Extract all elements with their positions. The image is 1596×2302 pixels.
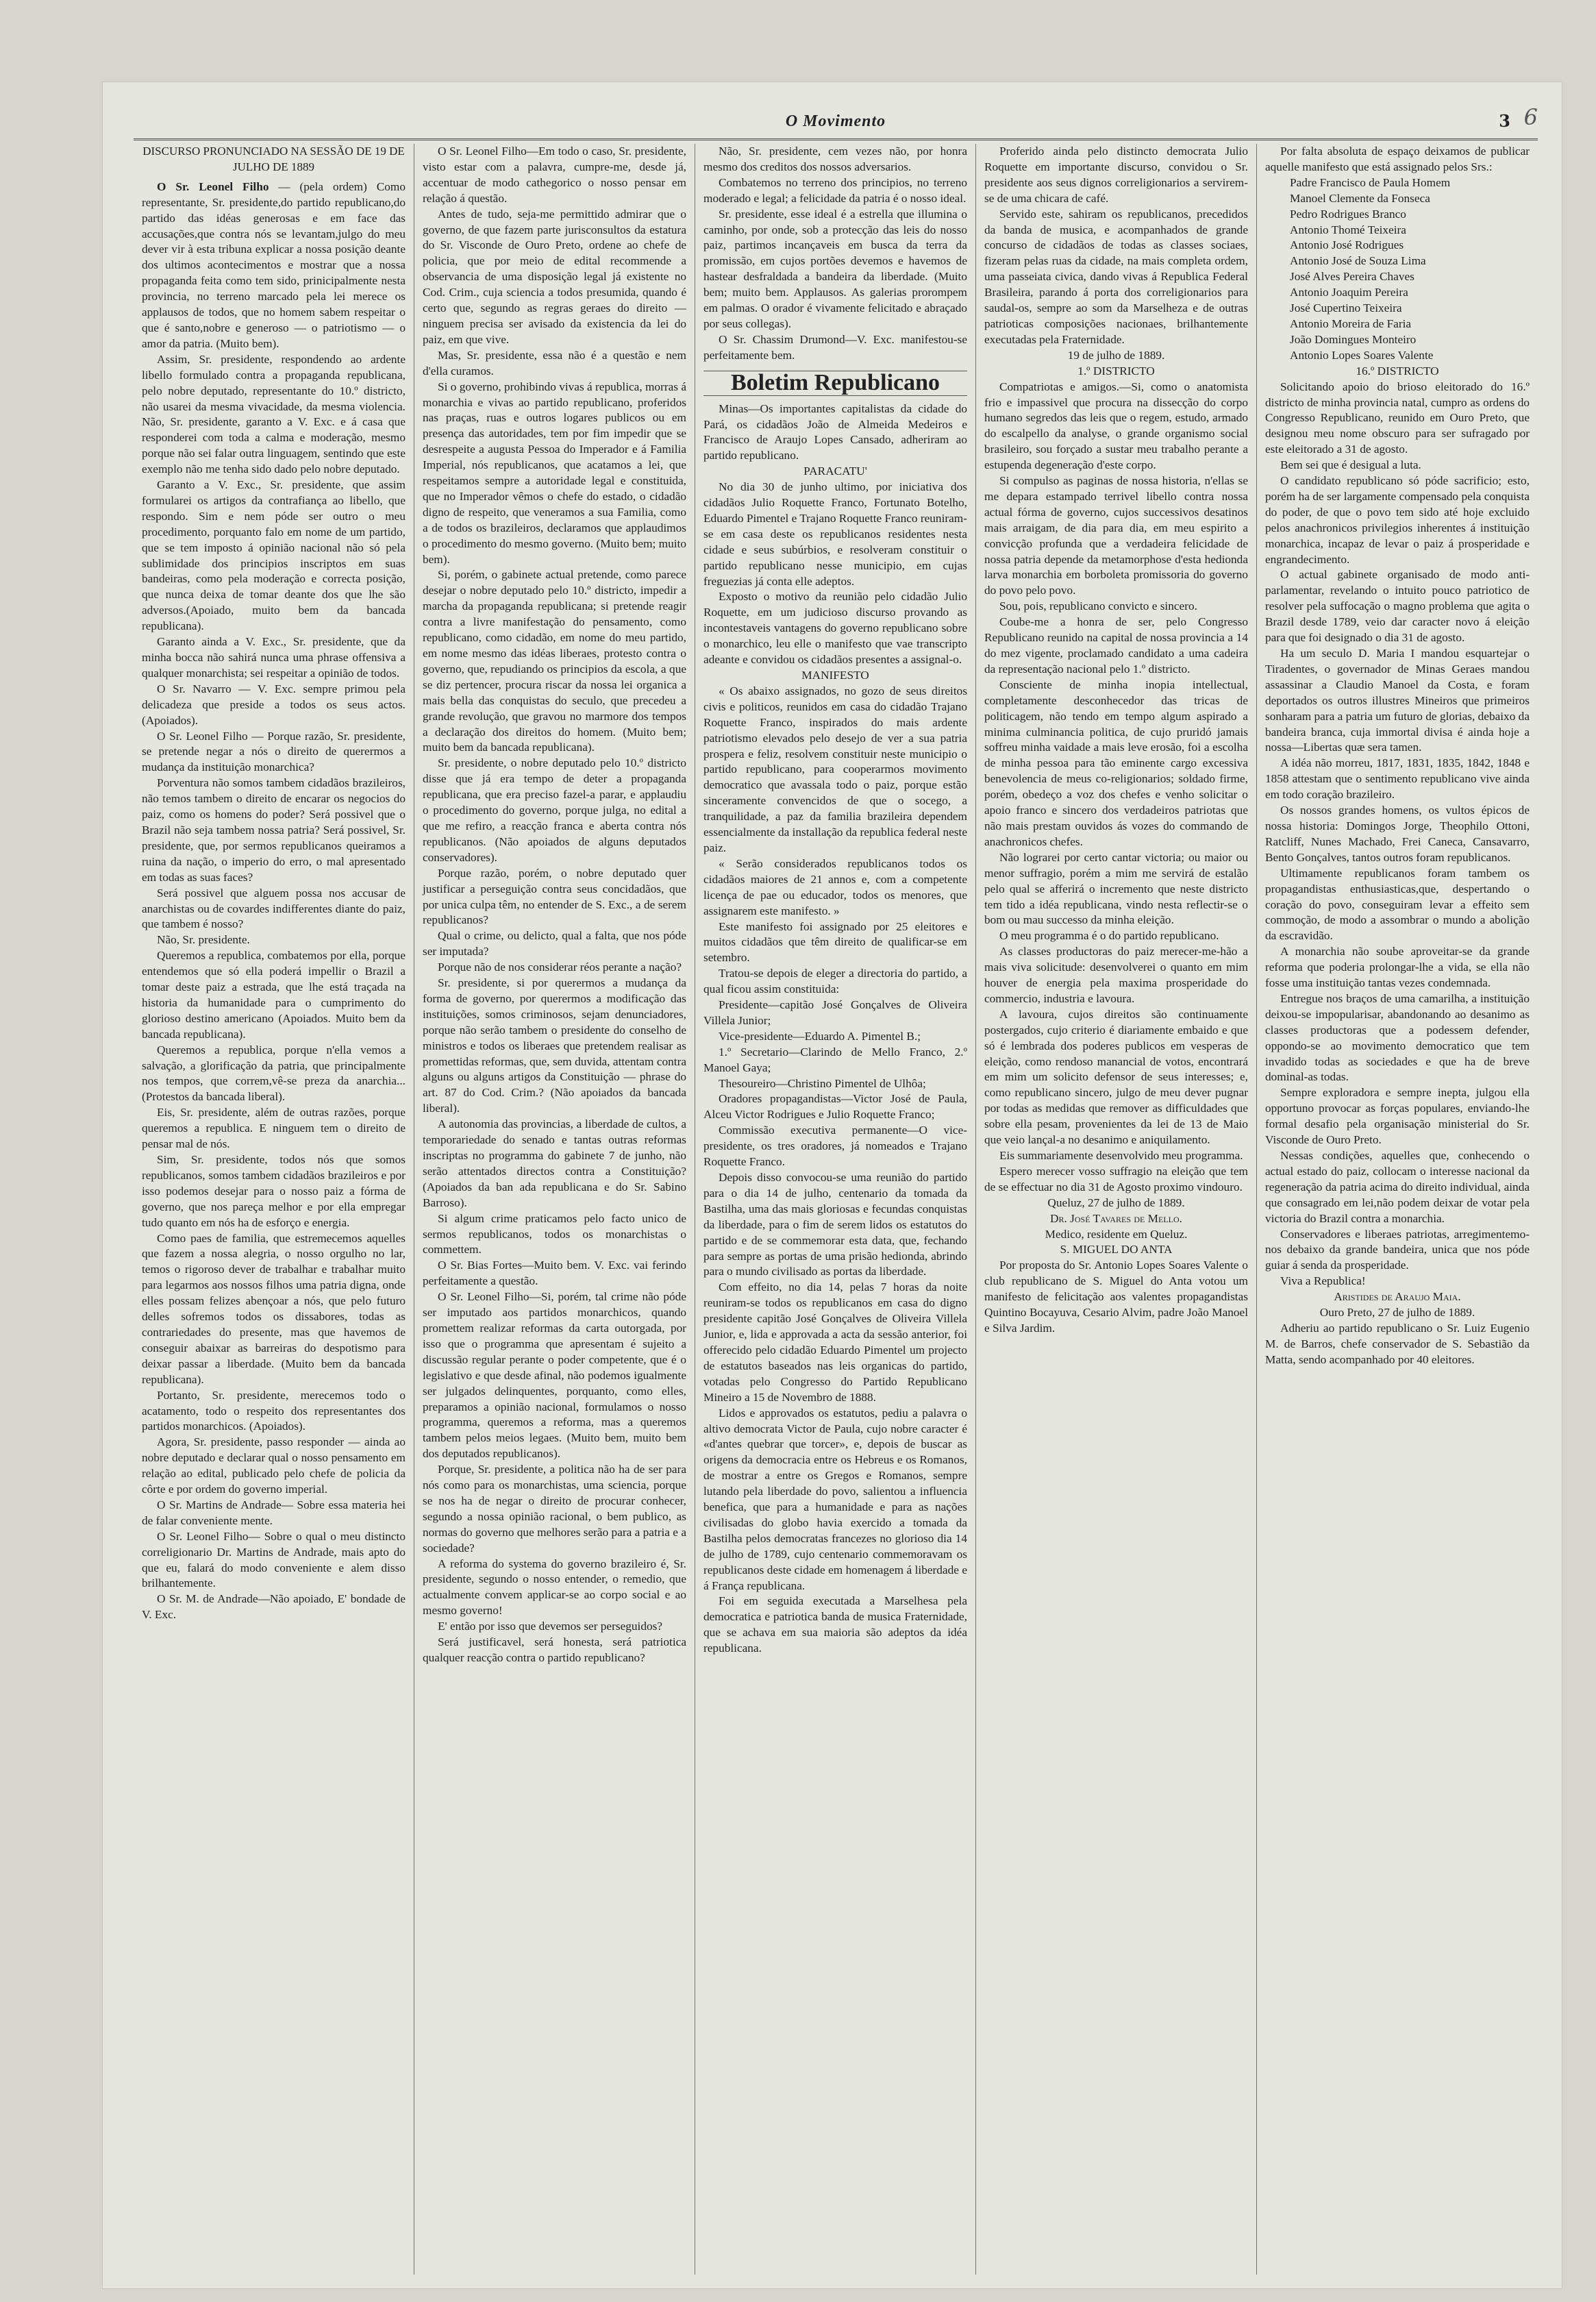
paragraph: A idéa não morreu, 1817, 1831, 1835, 1842, 1848 e 1858 attestam que o sentimento republicano vive ainda em todo coração brazileiro. (1265, 756, 1530, 802)
paragraph: O Sr. Bias Fortes—Muito bem. V. Exc. vai ferindo perfeitamente a questão. (423, 1259, 686, 1288)
paragraph: O actual gabinete organisado de modo anti-parlamentar, revelando o intuito pouco patriotico de resolver pela suffocação o magno problema que agita o Brazil desde 1789, veio dar caracter novo á eleição para que foi designado o dia 31 de agosto. (1265, 568, 1530, 645)
signatories-list (1265, 175, 1530, 364)
paragraph: As classes productoras do paiz merecer-me-hão a mais viva solicitude: desenvolverei o quanto em mim houver de energia pela maxima prosperidade do commercio, industria e lavoura. (984, 945, 1248, 1005)
list-item: Antonio Lopes Soares Valente (1290, 348, 1434, 362)
paragraph: Antes de tudo, seja-me permittido admirar que o governo, de que fazem parte jurisconsultos da estatura do Sr. Visconde de Ouro Preto, ordene ao chefe de policia, que por meio de edital recommende a observancia de uma disposição legal já existente no Cod. Crim., cuja sciencia a todos presumida, quando é certo que, segundo as regras geraes do direito — ninguem precisa ser avisado da existencia da lei do paiz, em que vive. (423, 207, 686, 346)
paragraph-text: — (pela ordem) Como representante, Sr. presidente,do partido republicano,do partido das idéas generosas e em face das accusações,que contra nós se levantam,julgo do meu dever vir à esta tribuna explicar a nossa posição deante dos ultimos acontecimentos e mostrar que a nossa propaganda feita como tem sido, prinicipalmente nesta provincia, no terreno marcado pela lei merece os applausos de todos, que no homem sabem respeitar o que é santo,nobre e generoso — o patriotismo — o amor da patria. (Muito bem). (142, 180, 406, 350)
paragraph: Tratou-se depois de eleger a directoria do partido, a qual ficou assim constituida: (703, 967, 967, 996)
paragraph: Viva a Republica! (1280, 1274, 1366, 1288)
paragraph: O meu programma é o do partido republicano. (999, 929, 1219, 943)
paragraph: O Sr. Leonel Filho— Sobre o qual o meu distincto correligionario Dr. Martins de Andrade, mais apto do que eu, falará do modo conveniente e alem disso brilhantemente. (142, 1529, 406, 1590)
paragraph: Como paes de familia, que estremecemos aquelles que fazem a nossa alegria, o nosso orgulho no lar, temos o rigoroso dever de trabalhar e trabalhar muito para legarmos aos nossos filhos uma patria digna, onde elles possam felizes abençoar a nós, que pelo futuro delles sofremos todos os dissabores, todas as contrariedades do presente, mas que havemos de conseguir abaixar as barreiras do despotismo para deixar passar a liberdade. (Muito bem da bancada republicana). (142, 1231, 406, 1386)
subheading-s-miguel: S. MIGUEL DO ANTA (1060, 1243, 1173, 1257)
paragraph: Sr. presidente, esse ideal é a estrella que illumina o caminho, por onde, sob a protecção das leis do nosso paiz, partimos incançaveis em busca da terra da promissão, em cujos portões devemos e havemos de hastear desfraldada a bandeira da liberdade. (Muito bem; muito bem. Applausos. As galerias prorompem em palmas. O orador é vivamente felicitado e abraçado por seus collegas). (703, 207, 967, 330)
paragraph: A lavoura, cujos direitos são continuamente postergados, cujo criterio é diariamente embaido e que só é lembrada dos poderes publicos em vesperas de eleição, como rendoso manancial de votos, encontrará em mim um solicito defensor de seus interesses; e, como republicano sincero, julgo de meu dever pugnar por todas as medidas que remover as difficuldades que sobre ella pesam, provenientes da lei de 13 de Maio que veio lançal-a no desanimo e aniquilamento. (984, 1007, 1248, 1147)
subheading-1-districto: 1.º DISTRICTO (1077, 364, 1155, 378)
paragraph: Coube-me a honra de ser, pelo Congresso Republicano reunido na capital de nossa provincia a 14 do mez vigente, proclamado candidato a uma cadeira da representação nacional pelo 1.º districto. (984, 615, 1248, 676)
paragraph: Eis, Sr. presidente, além de outras razões, porque queremos a republica. E ninguem tem o direito de pensar mal de nós. (142, 1106, 406, 1151)
list-item: Antonio José de Souza Lima (1290, 254, 1426, 268)
paragraph: Si compulso as paginas de nossa historia, n'ellas se me depara estampado terrivel libello contra nossa actual fórma de governo, cujos successivos desatinos mais arraigam, de dia para dia, em meu espirito a convicção profunda que a verdadeira felicidade de nossa patria depende da metamorphose d'esta hedionda larva monarchia em borboleta promissoria do governo do povo pelo povo. (984, 474, 1248, 597)
paragraph: Portanto, Sr. presidente, merecemos todo o acatamento, todo o respeito dos representantes dos partidos monarchicos. (Apoiados). (142, 1388, 406, 1433)
signature: Aristides de Araujo Maia. (1334, 1290, 1461, 1304)
paragraph: Entregue nos braços de uma camarilha, a instituição deixou-se impopularisar, abandonando ao desanimo as classes productoras que a podessem defender, oppondo-se ao movimento democratico que tem invadido todas as sociedades e que ha de breve dominal-as todas. (1265, 991, 1530, 1084)
paragraph: E' então por isso que devemos ser perseguidos? (438, 1620, 663, 1633)
dateline: Queluz, 27 de julho de 1889. (1047, 1196, 1185, 1209)
paragraph: Si o governo, prohibindo vivas á republica, morras á monarchia e vivas ao partido republicano, proferidos nas praças, ruas e outros logares publicos ou em presença das autoridades, tem por fim impedir que se desrespeite a augusta Pessoa do Imperador e á Familia Imperial, nós republicanos, que acatamos a lei, que respeitamos sempre a autoridade legal e constituida, que no Imperador vêmos o chefe do estado, o cidadão digno de respeito, que veneramos a sua Familia, como a de todos os brazileiros, declaramos que applaudimos o procedimento do mesmo governo. (Muito bem; muito bem). (423, 380, 686, 566)
list-item: Padre Francisco de Paula Homem (1290, 175, 1451, 189)
dateline: 19 de julho de 1889. (1067, 348, 1165, 362)
paragraph: Ha um seculo D. Maria I mandou esquartejar o Tiradentes, o governador de Minas Geraes mandou assassinar a Claudio Manoel da Costa, e foram deportados os outros illustres Mineiros que primeiros sonharam para a patria um futuro de glorias, debaixo da bandeira branca, cuja immortal divisa é ainda hoje a nossa—Libertas quæ sera tamen. (1265, 647, 1530, 754)
paragraph: Sr. presidente, o nobre deputado pelo 10.º districto disse que já era tempo de deter a propaganda republicana, que era preciso fazel-a parar, e applaudiu o procedimento do governo, porque julga, no edital a que me refiro, a reacção franca e aberta contra nós republicanos. (Não apoiados de alguns deputados conservadores). (423, 756, 686, 864)
paragraph: Porque razão, porém, o nobre deputado quer justificar a perseguição contra seus concidadãos, que por unica culpa têm, no entender de S. Exc., a de serem republicanos? (423, 866, 686, 927)
paragraph: Sr. presidente, si por querermos a mudança da forma de governo, por querermos a modificação das instituições, somos criminosos, sejam denunciadores, porque não serão tambem o presidente do conselho de ministros e todos os liberaes que pretendem realisar as promettidas reformas, que, sem duvida, attentam contra alguns ou alguns artigos da Constituição — phrase do art. 87 do Cod. Crim.? (Não apoiados da bancada liberal). (423, 976, 686, 1115)
paragraph: Com effeito, no dia 14, pelas 7 horas da noite reuniram-se todos os republicanos em casa do digno presidente capitão José Gonçalves de Oliveira Villela Junior, e, lida e approvada a acta da sessão anterior, foi offerecido pelo cidadão Eduardo Pimentel um projecto de estatutos baseados nas leis organicas do partido, votadas pelo Congresso do Partido Republicano Mineiro a 15 de Novembro de 1888. (703, 1280, 967, 1404)
list-item: José Cupertino Teixeira (1290, 301, 1402, 315)
paragraph: Conservadores e liberaes patriotas, arregimentemo-nos debaixo da grande bandeira, unica que nos póde guiar á senda da prosperidade. (1265, 1227, 1530, 1272)
signature: Dr. José Tavares de Mello. (1050, 1211, 1182, 1225)
paragraph: 1.º Secretario—Clarindo de Mello Franco, 2.º Manoel Gaya; (703, 1045, 967, 1074)
paragraph: Foi em seguida executada a Marselhesa pela democratica e patriotica banda de musica Fraternidade, que se achava em sua maioria são adeptos da idéa republicana. (703, 1594, 967, 1655)
paragraph: O Sr. Leonel Filho — Porque razão, Sr. presidente, se pretende negar a nós o direito de querermos a mudança da instituição monarchica? (142, 729, 406, 774)
paragraph: Este manifesto foi assignado por 25 eleitores e muitos cidadãos que têm direito de qualificar-se em setembro. (703, 919, 967, 965)
paragraph: Compatriotas e amigos.—Si, como o anatomista frio e impassivel que procura na dissecção do corpo humano segredos das leis que o regem, estudo, armado do escalpello da analyse, o grande organismo social brasileiro, sou forçado a sustar meu trabalho perante a estupenda degeneração d'este corpo. (984, 380, 1248, 472)
section-title-boletim: Boletim Republicano (703, 371, 967, 396)
paragraph: O Sr. Leonel Filho—Em todo o caso, Sr. presidente, visto estar com a palavra, cumpre-me, desde já, accentuar de modo cathegorico o nosso pensar em relação á questão. (423, 145, 686, 205)
subheading-16-districto: 16.º DISTRICTO (1356, 364, 1439, 378)
paragraph: Sempre exploradora e sempre inepta, julgou ella opportuno provocar as forças populares, enviando-lhe formal desafio pela organisação ministerial do Sr. Visconde de Ouro Preto. (1265, 1086, 1530, 1147)
paragraph: Proferido ainda pelo distincto democrata Julio Roquette em importante discurso, convidou o Sr. presidente aos seus dignos correligionarios a servirem-se de uma chicara de café. (984, 145, 1248, 205)
paragraph: Thesoureiro—Christino Pimentel de Ulhôa; (719, 1076, 926, 1090)
paragraph: Será justificavel, será honesta, será patriotica qualquer reacção contra o partido republicano? (423, 1635, 686, 1664)
signature-note: Medico, residente em Queluz. (1045, 1227, 1188, 1241)
list-item: Antonio Joaquim Pereira (1290, 286, 1408, 299)
list-item: Manoel Clemente da Fonseca (1290, 191, 1430, 205)
paragraph: Consciente de minha inopia intellectual, completamente desconhecedor das tricas de politicagem, não tendo em tempo algum aspirado a minima culminancia politica, de cujo pruridó jamais soffreu minha vaidade a mais leve erosão, foi a escolha de minha pessoa para tão eminente cargo excessiva benevolencia de meus co-religionarios; soldado firme, porém, obedeço a voz dos chefes e venho solicitar o apoio franco e sincero dos verdadeiros patriotas que não mais prestam ouvidos ás vozes do commando de anachronicos chefes. (984, 678, 1248, 848)
paragraph: Assim, Sr. presidente, respondendo ao ardente libello formulado contra a propaganda republicana, pelo nobre deputado, representante do 10.º districto, não usarei da mesma vivacidade, da mesma violencia. Não, Sr. presidente, garanto a V. Exc. e á casa que responderei com toda a calma e moderação, mesmo porque não sei falar outra linguagem, sentindo que este exemplo não me tenha sido dado pelo nobre deputado. (142, 352, 406, 476)
list-item: Antonio José Rodrigues (1290, 238, 1404, 252)
paragraph: A reforma do systema do governo brazileiro é, Sr. presidente, segundo o nosso entender, o remedio, que actualmente convem applicar-se ao corpo social e ao mesmo governo! (423, 1557, 686, 1618)
page-header (134, 104, 1538, 140)
list-item: Antonio Moreira de Faria (1290, 317, 1412, 330)
paragraph: Minas—Os importantes capitalistas da cidade do Pará, os cidadãos João de Almeida Medeiros e Francisco de Araujo Lopes Cansado, adheriram ao partido republicano. (703, 401, 967, 462)
paragraph: Ultimamente republicanos foram tambem os propagandistas enthusiasticas,que, despertando o coração do povo, conseguiram levar a effeito sem commoção, de modo a assombrar o mundo a abolição da escravidão. (1265, 866, 1530, 943)
list-item: Antonio Thomé Teixeira (1290, 223, 1406, 236)
paragraph: O candidato republicano só póde sacrificio; esto, porém ha de ser largamente compensado pela conquista do poder, de que o povo tem sido até hoje excluido pelos anachronicos privilegios inherentes á instituição monarchica, incapaz de levar o paiz á prosperidade e engrandecimento. (1265, 474, 1530, 566)
paragraph: No dia 30 de junho ultimo, por iniciativa dos cidadãos Julio Roquette Franco, Fortunato Botelho, Eduardo Pimentel e Trajano Roquette Franco reuniram-se em casa deste os republicanos residentes nesta cidade e seus subúrbios, e resolveram constituir o partido republicano nesse municipio, em cujas freguezias já conta elle adeptos. (703, 480, 967, 588)
paragraph: O Sr. Navarro — V. Exc. sempre primou pela delicadeza que preside a todos os seus actos. (Apoiados). (142, 682, 406, 727)
speaker-name: O Sr. Leonel Filho (157, 180, 269, 193)
list-item: João Domingues Monteiro (1290, 332, 1417, 346)
paragraph: Agora, Sr. presidente, passo responder — ainda ao nobre deputado e declarar qual o nosso pensamento em relação ao edital, publicado pelo chefe de policia da côrte e por ordem do governo imperial. (142, 1435, 406, 1496)
folio-mark: 6 (1523, 104, 1538, 130)
paragraph (142, 180, 406, 352)
list-item: Pedro Rodrigues Branco (1290, 207, 1406, 221)
paragraph: Mas, Sr. presidente, essa não é a questão e nem d'ella curamos. (423, 348, 686, 378)
paragraph: Adheriu ao partido republicano o Sr. Luiz Eugenio M. de Barros, chefe conservador de S. Sebastião da Matta, sendo acompanhado por 40 eleitores. (1265, 1321, 1530, 1366)
paragraph: Sim, Sr. presidente, todos nós que somos republicanos, somos tambem cidadãos brazileiros e por isso podemos desejar para o nosso paiz a fórma de governo, que nos pareça melhor e por ella empregar tudo quanto em nós ha de esforço e energia. (142, 1153, 406, 1229)
paragraph: O Sr. Martins de Andrade— Sobre essa materia hei de falar conveniente mente. (142, 1498, 406, 1527)
paragraph: Sou, pois, republicano convicto e sincero. (999, 599, 1197, 613)
column-1 (134, 144, 414, 2275)
paragraph: Bem sei que é desigual a luta. (1280, 458, 1421, 472)
paragraph: Oradores propagandistas—Victor José de Paula, Alceu Victor Rodrigues e Julio Roquette Franco; (703, 1092, 967, 1122)
paragraph: Por falta absoluta de espaço deixamos de publicar aquelle manifesto que está assignado pelos Srs.: (1265, 145, 1530, 173)
paragraph: Por proposta do Sr. Antonio Lopes Soares Valente o club republicano de S. Miguel do Anta votou um manifesto de felicitação aos valentes propagandistas Quintino Bocayuva, Cesario Alvim, padre João Manoel e Silva Jardim. (984, 1259, 1248, 1335)
paragraph: O Sr. Leonel Filho—Si, porém, tal crime não póde ser imputado aos partidos monarchicos, quando promettem realizar reformas da carta outorgada, por isso que o programma que apresentam é sujeito a discussão regular perante o poder competente, que é o legislativo e que desde afinal, não podemos igualmente ser julgados delinquentes, porquanto, como elles, preparamos a opinião nacional, formulamos o nosso programma, queremos a reforma, mas a queremos tambem pelos meios legaes. (Muito bem, muito bem dos deputados republicanos). (423, 1290, 686, 1461)
paragraph: Si algum crime praticamos pelo facto unico de sermos republicanos, todos os monarchistas o commettem. (423, 1211, 686, 1257)
paragraph: Qual o crime, ou delicto, qual a falta, que nos póde ser imputada? (423, 929, 686, 958)
paragraph: Commissão executiva permanente—O vice-presidente, os tres oradores, já nomeados e Trajano Roquette Franco. (703, 1124, 967, 1169)
paragraph: Garanto ainda a V. Exc., Sr. presidente, que da minha bocca não sahirá nunca uma phrase offensiva a qualquer monarchista; sei respeitar a opinião de todos. (142, 635, 406, 680)
paragraph: Solicitando apoio do brioso eleitorado do 16.º districto de minha provincia natal, cumpro as ordens do Congresso Republicano, reunido em Ouro Preto, que designou meu nome obscuro para ser sufragado por este eleitorado a 31 de agosto. (1265, 380, 1530, 456)
paragraph: A autonomia das provincias, a liberdade de cultos, a temporariedade do senado e tantas outras reformas inscriptas no programma do gabinete 7 de junho, não serão attentados directos contra a Constituição? (Apoiados da ban ada republicana e do Sr. Sabino Barroso). (423, 1117, 686, 1209)
paragraph: Não, Sr. presidente. (157, 933, 250, 947)
running-title: O Movimento (785, 112, 886, 130)
list-item: José Alves Pereira Chaves (1290, 270, 1414, 284)
paragraph: Vice-presidente—Eduardo A. Pimentel B.; (719, 1029, 921, 1043)
subheading-manifesto: MANIFESTO (801, 669, 869, 682)
paragraph: A monarchia não soube aproveitar-se da grande reforma que poderia prolongar-lhe a vida, se ella não fosse uma instituição tantas vezes condemnada. (1265, 945, 1530, 990)
paragraph: « Serão considerados republicanos todos os cidadãos maiores de 21 annos e, com a competente licença de pae ou educador, todos os menores, que assignarem este manifesto. » (703, 856, 967, 917)
paragraph: Garanto a V. Exc., Sr. presidente, que assim formularei os artigos da contrafiança ao libello, que respondo. Sim e nem póde ser outro o meu procedimento, porquanto falo em nome de um partido, que se tem imposto á opinião nacional não só pela sublimidade dos principios inscriptos em suas bandeiras, como pela moderação e correcta posição, que nunca deixa de tomar deante dos que lhe são adversos.(Apoiado, muito bem da bancada republicana). (142, 478, 406, 633)
paragraph: Queremos a republica, porque n'ella vemos a salvação, a glorificação da patria, que principalmente nos tempos, que correm,vê-se preza da anarchia... (Protestos da bancada liberal). (142, 1043, 406, 1104)
paragraph: Não, Sr. presidente, cem vezes não, por honra mesmo dos creditos dos nossos adversarios. (703, 145, 967, 173)
paragraph: Depois disso convocou-se uma reunião do partido para o dia 14 de julho, centenario da tomada da Bastilha, uma das mais gloriosas e fecundas conquistas da liberdade, para o fim de serem lidos os estatutos do partido e de se commemorar esta data, que, fechando para sempre as portas de uma prisão hedionda, abrindo para o mundo civilisado as portas da liberdade. (703, 1171, 967, 1278)
subheading-paracatu: PARACATU' (803, 465, 867, 478)
paragraph: Servido este, sahiram os republicanos, precedidos da banda de musica, e acompanhados de grande concurso de cidadãos de todas as classes sociaes, fizeram pelas ruas da cidade, na mais completa ordem, uma passeiata civica, dando vivas á Republica Federal Brasileira, parando á porta dos correligionarios para saudal-os, sempre ao som da Marselheza e de outras patrioticas composições nacionaes, brilhantemente executadas pela Fraternidade. (984, 207, 1248, 346)
column-3 (695, 144, 976, 2275)
column-4 (976, 144, 1257, 2275)
paragraph: Combatemos no terreno dos principios, no terreno moderado e legal; a felicidade da patria é o nosso ideal. (703, 175, 967, 205)
paragraph: Espero merecer vosso suffragio na eleição que tem de se effectuar no dia 31 de Agosto proximo vindouro. (984, 1164, 1248, 1193)
paragraph: Os nossos grandes homens, os vultos épicos de nossa historia: Domingos Jorge, Theophilo Ottoni, Ratcliff, Nunes Machado, Frei Caneca, Cansavarro, Bento Gonçalves, tantos outros foram republicanos. (1265, 804, 1530, 864)
paragraph: Nessas condições, aquelles que, conhecendo o actual estado do paiz, collocam o interesse nacional da regeneração da patria acima do direito individual, ainda que consagrado em lei,não podem deixar de votar pela victoria do Brazil contra a monarchia. (1265, 1149, 1530, 1225)
paragraph: Eis summariamente desenvolvido meu programma. (999, 1149, 1243, 1162)
paragraph: Queremos a republica, combatemos por ella, porque entendemos que só ella poderá impellir o Brazil a tomar deste paiz a estrada, que lhe está traçada na historia da humanidade para o cumprimento do glorioso destino americano (Apoiados. Muito bem da bancada republicana). (142, 949, 406, 1041)
paragraph: Não lograrei por certo cantar victoria; ou maior ou menor suffragio, porém a mim me servirá de estalão pelo qual se afferirá o incremento que neste districto tem tido a idéa republicana, vindo nesta reflectir-se o bom ou mau successo da minha eleição. (984, 850, 1248, 927)
page-number: 3 (1499, 111, 1510, 131)
columns (134, 144, 1538, 2275)
column-5 (1257, 144, 1538, 2275)
paragraph: O Sr. M. de Andrade—Não apoiado, E' bondade de V. Exc. (142, 1592, 406, 1622)
paragraph: Lidos e approvados os estatutos, pediu a palavra o altivo democrata Victor de Paula, cujo nobre caracter é «d'antes quebrar que torcer», e, depois de buscar as origens da democracia entre os Hebreus e os Romanos, de mostrar a entre os Gregos e Romanos, sempre lutando pela liberdade do povo, salientou a influencia benefica, que para a humanidade e para as nações civilisadas do globo havia exercido a tomada da Bastilha pelos democratas francezes no glorioso dia 14 de julho de 1789, cujo centenario commemoravam os republicanos deste cidade em homenagem á liberdade e á França republicana. (703, 1406, 967, 1592)
paragraph: Porque, Sr. presidente, a politica não ha de ser para nós como para os monarchistas, uma sciencia, porque se nos ha de negar o direito de procurar conhecer, segundo a nossa opinião racional, o bem publico, as normas do governo que melhores serão para a patria e a sociedade? (423, 1463, 686, 1555)
paragraph: Porventura não somos tambem cidadãos brazileiros, não temos tambem o direito de encarar os negocios do paiz, como os homens do poder? Será possivel que o Brazil não seja tambem nossa patria? Será possivel, Sr. presidente, que, por sermos republicanos queiramos a ruina da nação, o imperio do erro, o mal apresentado em todas as suas faces? (142, 776, 406, 884)
paragraph: Si, porém, o gabinete actual pretende, como parece desejar o nobre deputado pelo 10.º districto, impedir a marcha da propaganda republicana; si pretende reagir contra a livre manifestação do pensamento, como republicano, como cidadão, em nome do meu partido, em nome mesmo das idéas liberaes, protesto contra o governo, que, repudiando os principios da escola, a que se diz pertencer, procura riscar da nossa lei organica a mais bella das conquistas do seculo, que precedeu a grande revolução, que gravou no marmore dos tempos a declaração dos direitos do homem. (Muito bem; muito bem da bancada republicana). (423, 568, 686, 754)
paragraph: Exposto o motivo da reunião pelo cidadão Julio Roquette, em um judicioso discurso provando as incontestaveis vantagens do governo republicano sobre o monarchico, leu elle o manifesto que vae transcripto adeante e convidou os cidadãos presentes a assignal-o. (703, 590, 967, 667)
column-2 (414, 144, 695, 2275)
paragraph: O Sr. Chassim Drumond—V. Exc. manifestou-se perfeitamente bem. (703, 332, 967, 362)
paragraph: Presidente—capitão José Gonçalves de Oliveira Villela Junior; (703, 998, 967, 1027)
dateline: Ouro Preto, 27 de julho de 1889. (1319, 1306, 1475, 1320)
paragraph: Será possivel que alguem possa nos accusar de anarchistas ou de covardes indifferentes diante do paiz, que tambem é nosso? (142, 886, 406, 931)
paragraph: Porque não de nos considerar réos perante a nação? (438, 961, 682, 974)
paragraph: « Os abaixo assignados, no gozo de seus direitos civis e politicos, reunidos em casa do cidadão Trajano Roquette Franco, inspirados do mais ardente patriotismo elevados pelo desejo de ver a sua patria prospera e feliz, resolvem constituir neste municipio o partido republicano, para cooperarmos movimento democratico que avassala todo o paiz, porque estão sinceramente convencidos de que o socego, a tranquilidade, a paz da familia brazileira dependem essencialmente da installação da republica federal neste paiz. (703, 684, 967, 854)
speech-heading: DISCURSO PRONUNCIADO NA SESSÃO DE 19 DE JULHO DE 1889 (142, 145, 405, 173)
